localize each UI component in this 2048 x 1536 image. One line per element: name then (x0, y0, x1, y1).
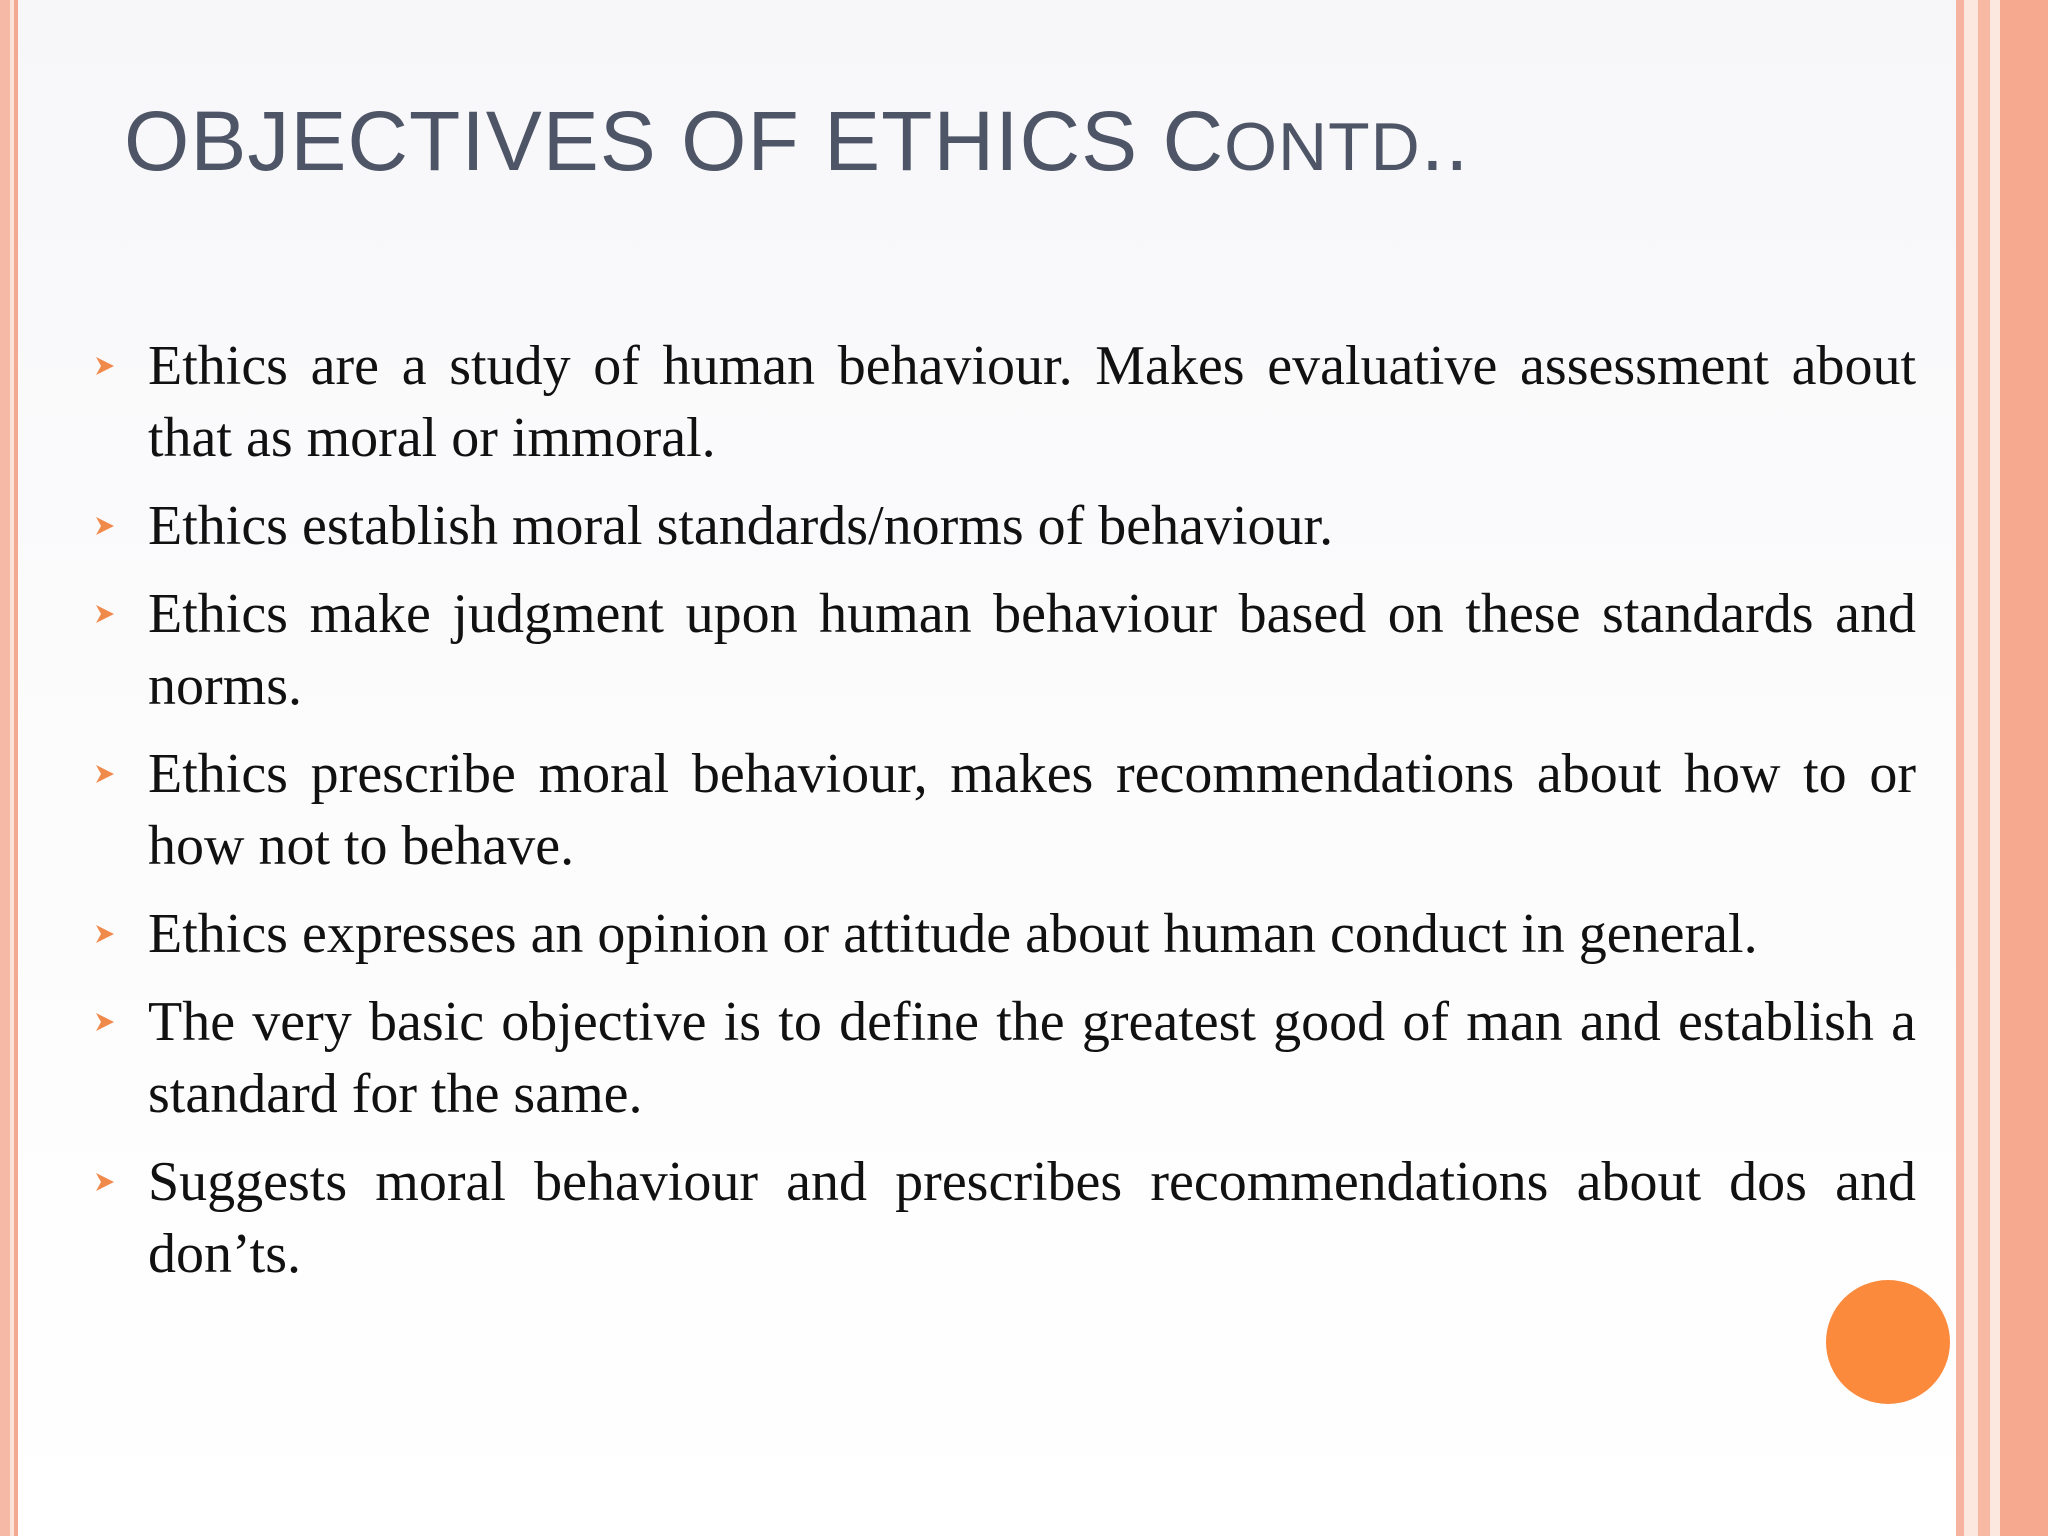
bullet-text: Ethics prescribe moral behaviour, makes recommendations about how to or how not to behave. (148, 743, 1916, 877)
chevron-right-icon (88, 738, 124, 810)
bullet-item (84, 738, 1916, 882)
slide-title-main: OBJECTIVES OF ETHICS C (124, 94, 1225, 188)
right-border-stripe (1956, 0, 1964, 1536)
right-border-stripe (2000, 0, 2048, 1536)
bullet-text: Ethics make judgment upon human behaviour based on these standards and norms. (148, 583, 1916, 717)
decorative-circle (1826, 1280, 1950, 1404)
bullet-text: Ethics expresses an opinion or attitude about human conduct in general. (148, 903, 1758, 965)
bullet-item (84, 330, 1916, 474)
slide-title-tail: .. (1420, 94, 1470, 188)
chevron-right-icon (88, 330, 124, 402)
bullet-text: Ethics establish moral standards/norms of behaviour. (148, 495, 1334, 557)
right-border-stripe (1964, 0, 1978, 1536)
bullet-item (84, 1146, 1916, 1290)
left-border-stripe (0, 0, 10, 1536)
bullet-item (84, 898, 1916, 970)
bullet-text: The very basic objective is to define the greatest good of man and establish a standard for the same. (148, 991, 1916, 1125)
right-border-stripe (1978, 0, 1990, 1536)
bullet-text: Suggests moral behaviour and prescribes recommendations about dos and don’ts. (148, 1151, 1916, 1285)
left-border-stripe (14, 0, 18, 1536)
bullet-text: Ethics are a study of human behaviour. Makes evaluative assessment about that as moral or immoral. (148, 335, 1916, 469)
slide-title-smallcaps: ONTD (1224, 109, 1421, 185)
chevron-right-icon (88, 578, 124, 650)
bullet-item (84, 490, 1916, 562)
chevron-right-icon (88, 1146, 124, 1218)
bullet-item (84, 578, 1916, 722)
slide-title (124, 95, 1824, 187)
right-border-stripe (1990, 0, 2000, 1536)
bullet-item (84, 986, 1916, 1130)
chevron-right-icon (88, 986, 124, 1058)
bullet-list (84, 330, 1916, 1306)
chevron-right-icon (88, 898, 124, 970)
chevron-right-icon (88, 490, 124, 562)
